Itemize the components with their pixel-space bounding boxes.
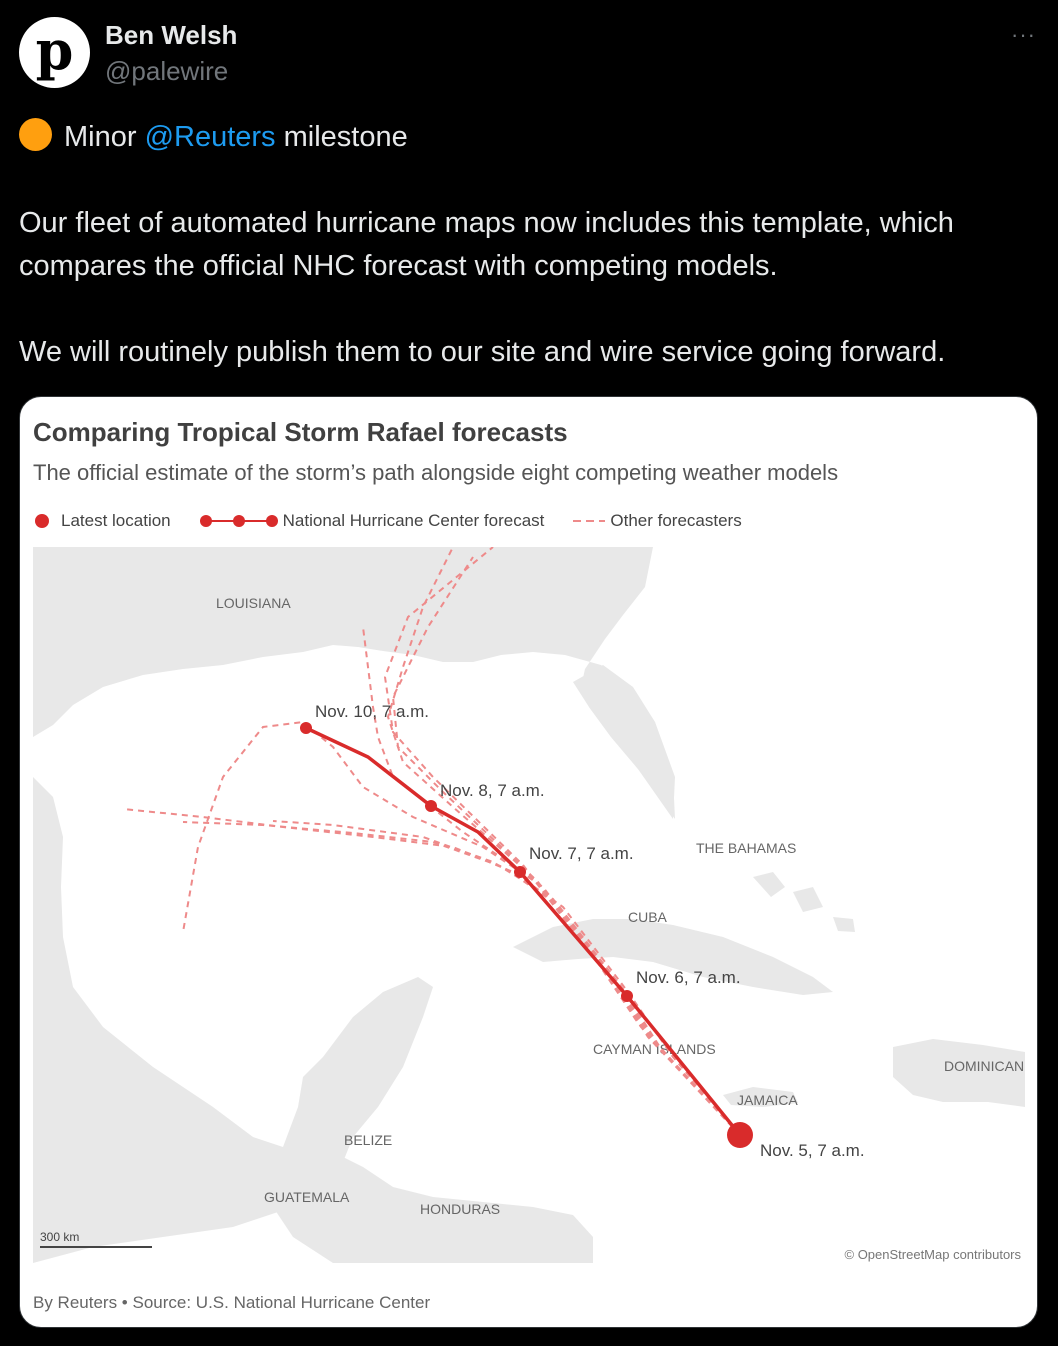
avatar-letter: p — [35, 17, 74, 82]
forecast-point-nov6 — [621, 990, 633, 1002]
scale-bar — [40, 1246, 152, 1248]
label-nov6: Nov. 6, 7 a.m. — [636, 968, 741, 987]
legend-other-label: Other forecasters — [610, 511, 742, 530]
label-belize: BELIZE — [344, 1132, 393, 1148]
latest-location-marker — [727, 1122, 753, 1148]
mention-link[interactable]: @Reuters — [144, 121, 276, 153]
label-louisiana: LOUISIANA — [216, 595, 291, 611]
nhc-track-icon — [199, 512, 279, 530]
latest-dot-icon — [33, 512, 51, 530]
scale-label: 300 km — [40, 1230, 80, 1244]
label-dominican: DOMINICAN — [944, 1058, 1025, 1074]
forecast-point-nov7 — [514, 866, 526, 878]
legend-nhc-label: National Hurricane Center forecast — [282, 511, 545, 530]
media-card[interactable] — [19, 396, 1038, 1328]
more-options-icon[interactable]: ··· — [1011, 22, 1036, 47]
orange-circle-icon — [19, 118, 52, 151]
tweet-paragraph-3: We will routinely publish them to our site and wire service going forward. — [19, 336, 946, 368]
chart-footer: By Reuters • Source: U.S. National Hurricane Center — [33, 1293, 431, 1312]
label-jamaica: JAMAICA — [737, 1092, 798, 1108]
label-cayman: CAYMAN ISLANDS — [593, 1041, 716, 1057]
tweet-paragraph-2: Our fleet of automated hurricane maps now includes this template, which compares the official NHC forecast with competing models. — [19, 207, 954, 282]
hurricane-map — [33, 547, 1025, 1263]
map-attribution[interactable]: © OpenStreetMap contributors — [844, 1247, 1021, 1262]
label-nov10: Nov. 10, 7 a.m. — [315, 702, 430, 721]
label-nov8: Nov. 8, 7 a.m. — [440, 781, 545, 800]
tweet-text — [19, 116, 1039, 374]
legend — [33, 511, 770, 531]
label-cuba: CUBA — [628, 909, 667, 925]
label-nov5: Nov. 5, 7 a.m. — [760, 1141, 865, 1160]
chart-subtitle: The official estimate of the storm’s path alongside eight competing weather models — [33, 460, 839, 485]
legend-other — [572, 511, 741, 531]
avatar[interactable] — [19, 17, 90, 88]
label-guatemala: GUATEMALA — [264, 1189, 350, 1205]
legend-latest-label: Latest location — [61, 511, 171, 530]
label-nov7: Nov. 7, 7 a.m. — [529, 844, 634, 863]
legend-nhc — [199, 511, 545, 531]
forecast-point-nov10 — [300, 722, 312, 734]
dashed-line-icon — [572, 512, 606, 530]
tweet-line1-suffix: milestone — [275, 121, 408, 153]
forecast-point-nov8 — [425, 800, 437, 812]
author-handle[interactable]: @palewire — [105, 56, 229, 86]
tweet-line1-prefix: Minor — [64, 121, 145, 153]
legend-latest — [33, 511, 171, 531]
label-bahamas: THE BAHAMAS — [696, 840, 797, 856]
label-honduras: HONDURAS — [420, 1201, 501, 1217]
author-name[interactable]: Ben Welsh — [105, 20, 238, 50]
chart-title: Comparing Tropical Storm Rafael forecasts — [33, 417, 568, 447]
